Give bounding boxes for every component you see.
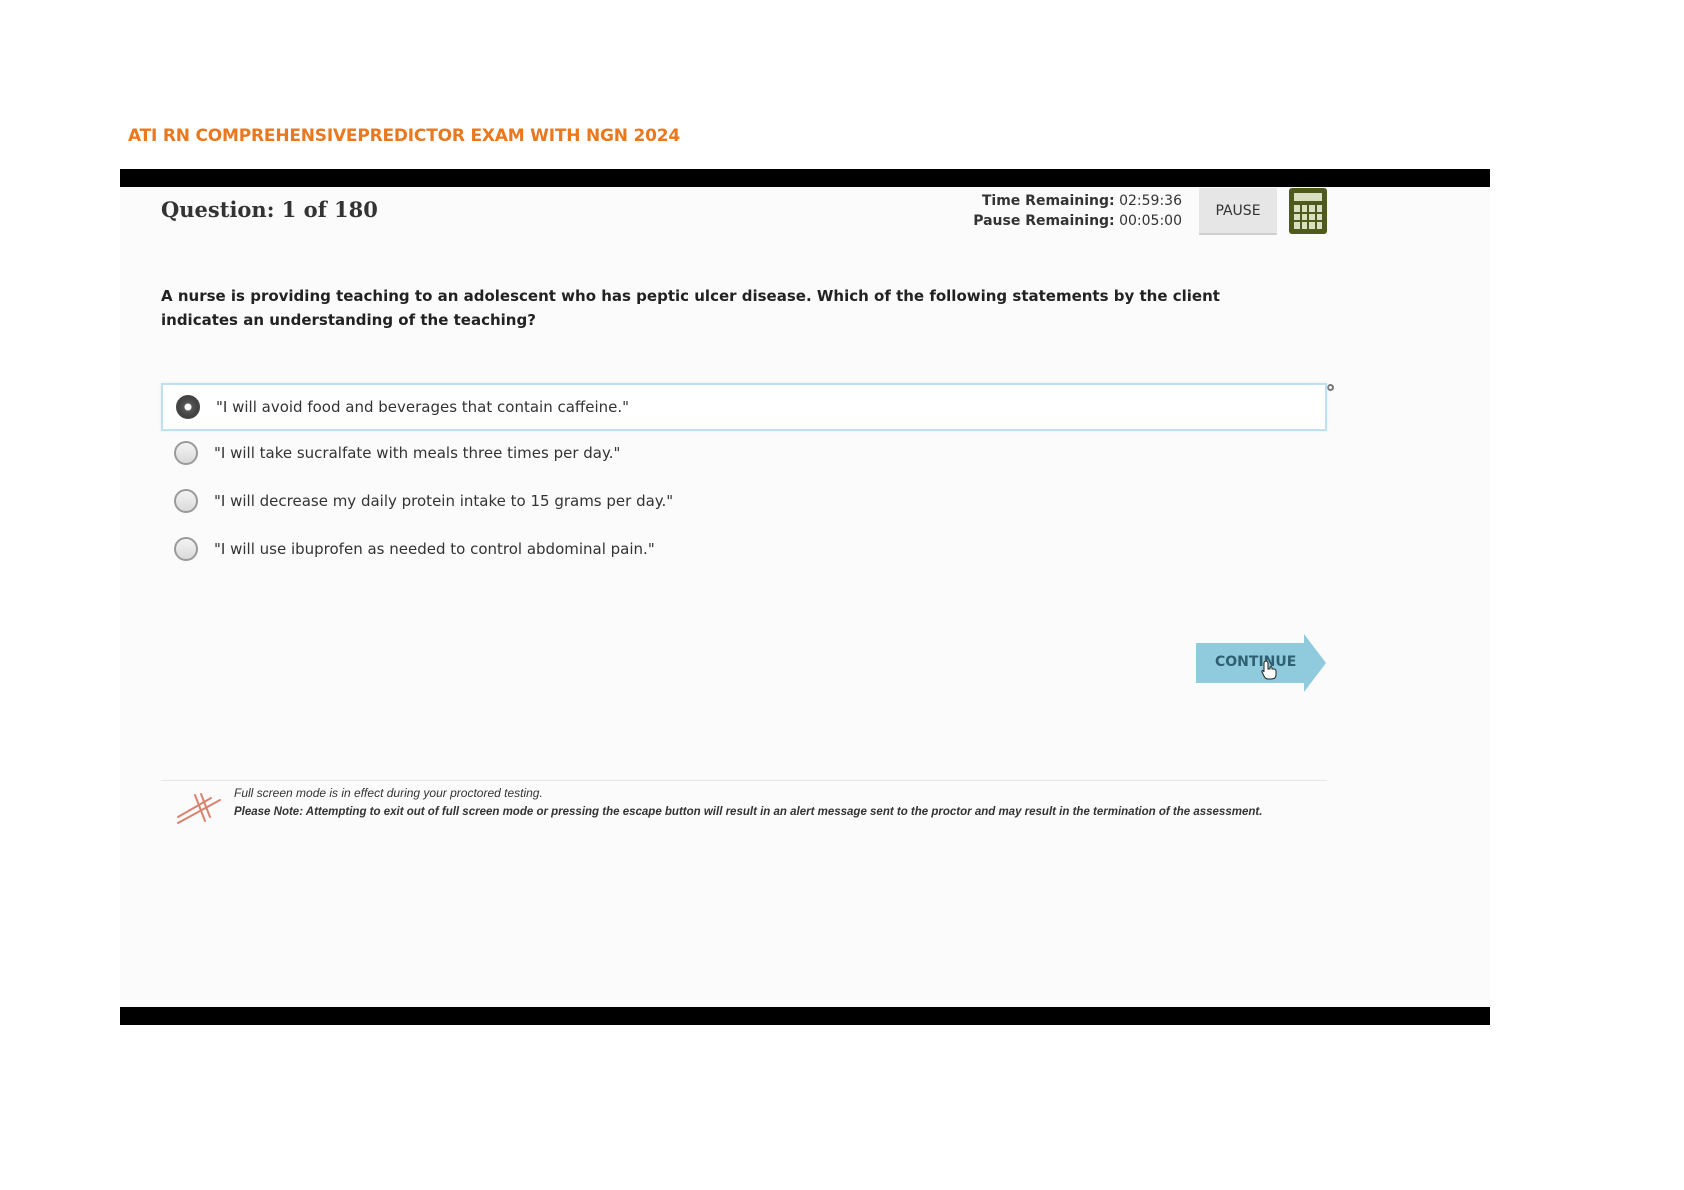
radio-button[interactable]: [174, 537, 198, 561]
pause-button[interactable]: PAUSE: [1199, 188, 1277, 235]
pause-remaining-label: Pause Remaining:: [973, 213, 1115, 229]
answer-option-text: "I will take sucralfate with meals three times per day.": [214, 444, 621, 462]
answer-option-text: "I will decrease my daily protein intake to 15 grams per day.": [214, 492, 674, 510]
top-black-bar: [120, 169, 1490, 187]
continue-button[interactable]: [1196, 634, 1326, 692]
answer-option-3[interactable]: [161, 477, 1327, 525]
time-remaining-value: 02:59:36: [1119, 193, 1182, 209]
document-title: ATI RN COMPREHENSIVEPREDICTOR EXAM WITH NGN 2024: [128, 126, 681, 146]
fullscreen-notice-icon: [175, 792, 223, 826]
footer-divider: [161, 780, 1327, 781]
question-counter: Question: 1 of 180: [161, 197, 378, 222]
exam-screen: [120, 187, 1490, 1007]
fullscreen-notice: Full screen mode is in effect during your proctored testing.: [234, 786, 543, 800]
answer-option-4[interactable]: [161, 525, 1327, 573]
time-remaining-label: Time Remaining:: [981, 193, 1115, 209]
radio-button[interactable]: [174, 441, 198, 465]
fullscreen-warning: Please Note: Attempting to exit out of full screen mode or pressing the escape button will result in an alert message sent to the proctor and may result in the termination of the assessment.: [234, 806, 1263, 818]
question-stem: A nurse is providing teaching to an adolescent who has peptic ulcer disease. Which of the following statements by the client indicates an understanding of the teaching?: [161, 287, 1220, 329]
answer-option-2[interactable]: [161, 429, 1327, 477]
answer-option-text: "I will avoid food and beverages that contain caffeine.": [216, 398, 630, 416]
hand-cursor-icon: [1260, 660, 1278, 680]
answer-option-1[interactable]: [161, 383, 1327, 431]
calculator-icon[interactable]: [1289, 188, 1327, 234]
radio-button[interactable]: [174, 489, 198, 513]
timers: [973, 191, 1182, 231]
calculator-keys: [1294, 205, 1322, 229]
pause-remaining-value: 00:05:00: [1119, 213, 1182, 229]
bottom-black-bar: [120, 1007, 1490, 1025]
continue-label: CONTINUE: [1215, 654, 1297, 670]
answer-option-text: "I will use ibuprofen as needed to control abdominal pain.": [214, 540, 655, 558]
calculator-screen: [1294, 193, 1322, 201]
progress-dot: [1327, 384, 1334, 391]
radio-button-selected[interactable]: [176, 395, 200, 419]
